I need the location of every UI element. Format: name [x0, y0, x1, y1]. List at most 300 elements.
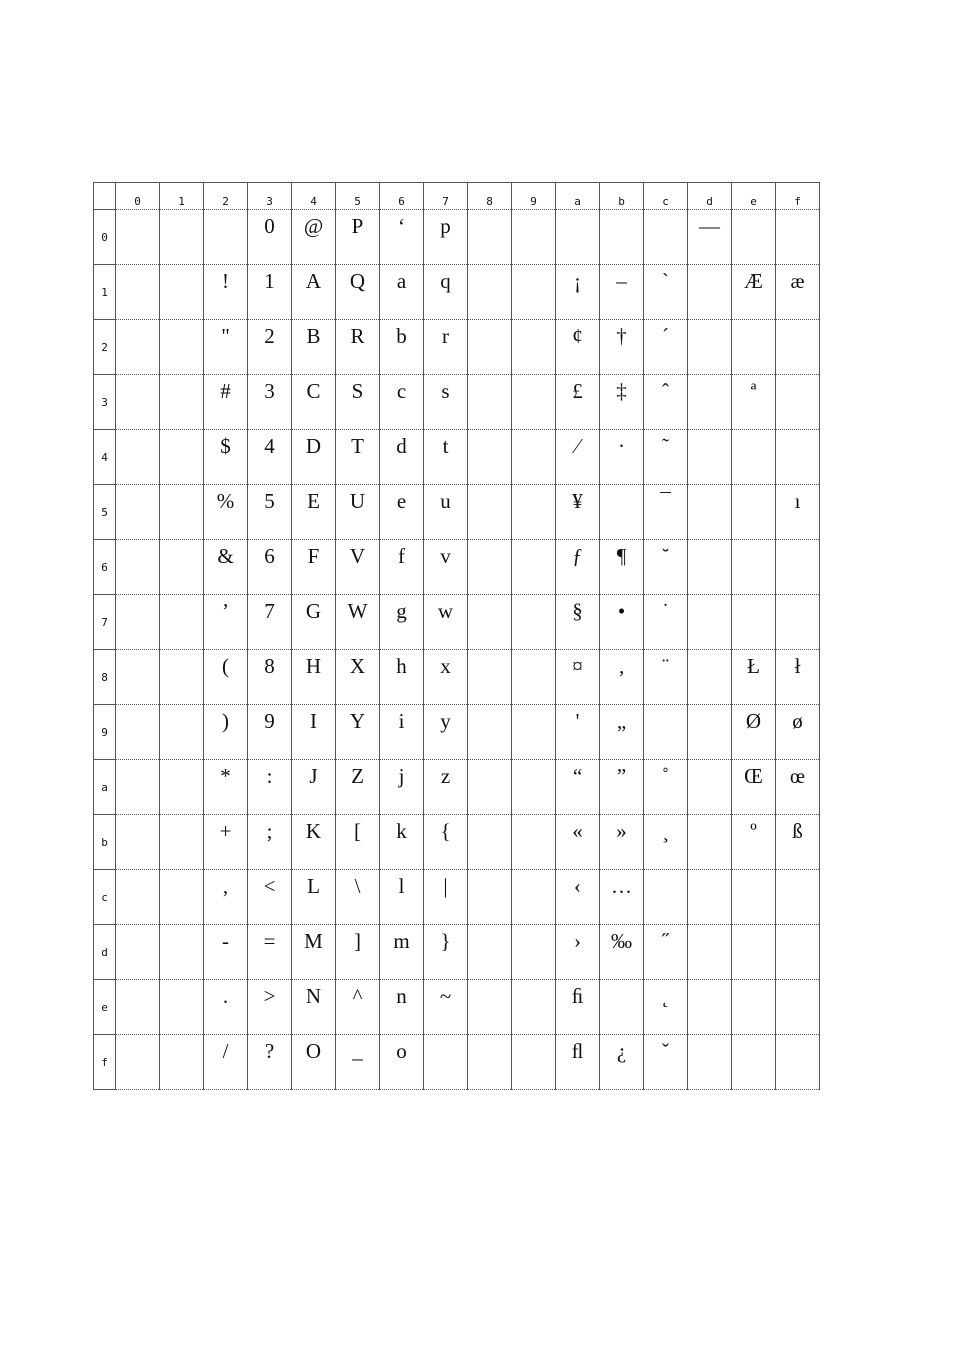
row-header: d: [94, 925, 116, 980]
column-header-0: 0: [116, 183, 160, 210]
column-header-e: e: [732, 183, 776, 210]
glyph-cell: ’: [204, 595, 248, 650]
glyph-cell: ¿: [600, 1035, 644, 1090]
glyph-cell: [512, 1035, 556, 1090]
glyph-cell: [512, 815, 556, 870]
glyph-cell: [160, 265, 204, 320]
glyph-cell: [732, 485, 776, 540]
glyph-cell: ¥: [556, 485, 600, 540]
glyph-cell: ): [204, 705, 248, 760]
glyph-cell: ⁄: [556, 430, 600, 485]
glyph-cell: e: [380, 485, 424, 540]
table-row: [94, 265, 820, 320]
glyph-cell: [688, 540, 732, 595]
glyph-cell: [512, 320, 556, 375]
glyph-cell: -: [204, 925, 248, 980]
glyph-cell: ?: [248, 1035, 292, 1090]
glyph-cell: \: [336, 870, 380, 925]
glyph-cell: ·: [600, 430, 644, 485]
glyph-cell: ¯: [644, 485, 688, 540]
glyph-cell: i: [380, 705, 424, 760]
glyph-cell: ł: [776, 650, 820, 705]
glyph-cell: T: [336, 430, 380, 485]
glyph-cell: 9: [248, 705, 292, 760]
glyph-cell: [776, 430, 820, 485]
glyph-cell: ˆ: [644, 375, 688, 430]
glyph-cell: [468, 1035, 512, 1090]
row-header: b: [94, 815, 116, 870]
glyph-cell: ª: [732, 375, 776, 430]
glyph-cell: ¸: [644, 815, 688, 870]
glyph-cell: (: [204, 650, 248, 705]
glyph-cell: [160, 430, 204, 485]
glyph-cell: 7: [248, 595, 292, 650]
glyph-cell: [468, 980, 512, 1035]
glyph-cell: ˇ: [644, 1035, 688, 1090]
column-header-1: 1: [160, 183, 204, 210]
column-header-a: a: [556, 183, 600, 210]
column-header-row: [94, 183, 820, 210]
column-header-c: c: [644, 183, 688, 210]
glyph-cell: ø: [776, 705, 820, 760]
glyph-cell: [424, 1035, 468, 1090]
glyph-cell: [688, 595, 732, 650]
glyph-cell: [688, 430, 732, 485]
glyph-cell: ı: [776, 485, 820, 540]
character-code-chart: [93, 182, 820, 1090]
glyph-cell: O: [292, 1035, 336, 1090]
glyph-cell: ¡: [556, 265, 600, 320]
glyph-cell: ‚: [600, 650, 644, 705]
glyph-cell: W: [336, 595, 380, 650]
glyph-cell: [512, 760, 556, 815]
glyph-cell: E: [292, 485, 336, 540]
glyph-cell: …: [600, 870, 644, 925]
glyph-cell: ‡: [600, 375, 644, 430]
glyph-cell: ƒ: [556, 540, 600, 595]
glyph-cell: —: [688, 210, 732, 265]
table-row: [94, 925, 820, 980]
glyph-cell: [468, 815, 512, 870]
glyph-cell: B: [292, 320, 336, 375]
glyph-cell: [688, 870, 732, 925]
glyph-cell: u: [424, 485, 468, 540]
glyph-cell: g: [380, 595, 424, 650]
glyph-cell: [688, 650, 732, 705]
table-row: [94, 760, 820, 815]
glyph-cell: [116, 1035, 160, 1090]
glyph-cell: [468, 210, 512, 265]
glyph-cell: ,: [204, 870, 248, 925]
glyph-cell: ¤: [556, 650, 600, 705]
glyph-cell: ‹: [556, 870, 600, 925]
glyph-cell: [512, 265, 556, 320]
glyph-cell: [468, 540, 512, 595]
row-header: 0: [94, 210, 116, 265]
corner-cell: [94, 183, 116, 210]
glyph-cell: –: [600, 265, 644, 320]
glyph-cell: [160, 650, 204, 705]
glyph-cell: [160, 760, 204, 815]
column-header-9: 9: [512, 183, 556, 210]
glyph-cell: [116, 980, 160, 1035]
glyph-cell: [644, 705, 688, 760]
glyph-cell: [512, 595, 556, 650]
column-header-f: f: [776, 183, 820, 210]
glyph-cell: A: [292, 265, 336, 320]
glyph-cell: _: [336, 1035, 380, 1090]
glyph-cell: [160, 540, 204, 595]
glyph-cell: §: [556, 595, 600, 650]
glyph-cell: >: [248, 980, 292, 1035]
row-header: 3: [94, 375, 116, 430]
glyph-cell: [160, 705, 204, 760]
glyph-cell: [160, 815, 204, 870]
glyph-cell: #: [204, 375, 248, 430]
table-row: [94, 870, 820, 925]
glyph-cell: [468, 870, 512, 925]
glyph-cell: [688, 925, 732, 980]
glyph-cell: ˙: [644, 595, 688, 650]
glyph-cell: ¨: [644, 650, 688, 705]
table-row: [94, 430, 820, 485]
glyph-cell: y: [424, 705, 468, 760]
glyph-cell: Ł: [732, 650, 776, 705]
glyph-cell: º: [732, 815, 776, 870]
column-header-5: 5: [336, 183, 380, 210]
glyph-cell: [776, 375, 820, 430]
glyph-cell: m: [380, 925, 424, 980]
glyph-cell: Œ: [732, 760, 776, 815]
glyph-cell: [116, 210, 160, 265]
glyph-cell: $: [204, 430, 248, 485]
glyph-cell: [688, 485, 732, 540]
row-header: f: [94, 1035, 116, 1090]
glyph-cell: [160, 870, 204, 925]
table-row: [94, 980, 820, 1035]
chart-header: [94, 183, 820, 210]
glyph-cell: [512, 485, 556, 540]
glyph-cell: “: [556, 760, 600, 815]
row-header: 6: [94, 540, 116, 595]
glyph-cell: ß: [776, 815, 820, 870]
glyph-cell: [160, 375, 204, 430]
glyph-cell: b: [380, 320, 424, 375]
glyph-cell: ˛: [644, 980, 688, 1035]
glyph-cell: ‘: [380, 210, 424, 265]
glyph-cell: [600, 210, 644, 265]
glyph-cell: [776, 870, 820, 925]
glyph-cell: [776, 980, 820, 1035]
row-header: 4: [94, 430, 116, 485]
glyph-cell: {: [424, 815, 468, 870]
glyph-cell: [116, 925, 160, 980]
glyph-cell: :: [248, 760, 292, 815]
glyph-cell: I: [292, 705, 336, 760]
glyph-cell: !: [204, 265, 248, 320]
glyph-cell: .: [204, 980, 248, 1035]
glyph-cell: [732, 595, 776, 650]
row-header: 7: [94, 595, 116, 650]
glyph-cell: M: [292, 925, 336, 980]
glyph-cell: h: [380, 650, 424, 705]
glyph-cell: |: [424, 870, 468, 925]
glyph-cell: [776, 925, 820, 980]
glyph-cell: U: [336, 485, 380, 540]
glyph-cell: [468, 705, 512, 760]
table-row: [94, 705, 820, 760]
glyph-cell: [732, 320, 776, 375]
glyph-cell: £: [556, 375, 600, 430]
table-row: [94, 210, 820, 265]
glyph-cell: z: [424, 760, 468, 815]
column-header-2: 2: [204, 183, 248, 210]
glyph-cell: ˜: [644, 430, 688, 485]
glyph-cell: c: [380, 375, 424, 430]
glyph-cell: [116, 485, 160, 540]
table-row: [94, 650, 820, 705]
glyph-cell: †: [600, 320, 644, 375]
glyph-cell: [776, 1035, 820, 1090]
glyph-cell: [468, 320, 512, 375]
glyph-cell: [512, 430, 556, 485]
glyph-cell: [776, 540, 820, 595]
glyph-cell: [512, 870, 556, 925]
glyph-cell: V: [336, 540, 380, 595]
glyph-cell: 8: [248, 650, 292, 705]
glyph-cell: ~: [424, 980, 468, 1035]
glyph-cell: [556, 210, 600, 265]
glyph-cell: [160, 980, 204, 1035]
glyph-cell: ¢: [556, 320, 600, 375]
glyph-cell: «: [556, 815, 600, 870]
glyph-cell: [116, 540, 160, 595]
glyph-cell: ;: [248, 815, 292, 870]
glyph-cell: R: [336, 320, 380, 375]
glyph-cell: s: [424, 375, 468, 430]
glyph-cell: *: [204, 760, 248, 815]
glyph-cell: <: [248, 870, 292, 925]
glyph-cell: %: [204, 485, 248, 540]
glyph-cell: }: [424, 925, 468, 980]
row-header: e: [94, 980, 116, 1035]
glyph-cell: q: [424, 265, 468, 320]
glyph-cell: [512, 210, 556, 265]
glyph-cell: 5: [248, 485, 292, 540]
glyph-cell: [160, 210, 204, 265]
glyph-cell: [688, 375, 732, 430]
glyph-cell: [160, 595, 204, 650]
glyph-cell: [644, 870, 688, 925]
glyph-cell: &: [204, 540, 248, 595]
table-row: [94, 1035, 820, 1090]
glyph-cell: C: [292, 375, 336, 430]
glyph-cell: [600, 980, 644, 1035]
glyph-cell: S: [336, 375, 380, 430]
glyph-cell: Æ: [732, 265, 776, 320]
glyph-cell: [468, 485, 512, 540]
glyph-cell: [732, 925, 776, 980]
glyph-cell: [732, 980, 776, 1035]
glyph-cell: ﬂ: [556, 1035, 600, 1090]
glyph-cell: [688, 705, 732, 760]
table-row: [94, 320, 820, 375]
glyph-cell: [732, 870, 776, 925]
glyph-cell: [204, 210, 248, 265]
glyph-cell: [688, 1035, 732, 1090]
glyph-cell: [512, 375, 556, 430]
glyph-cell: [688, 320, 732, 375]
glyph-cell: 3: [248, 375, 292, 430]
glyph-cell: [116, 650, 160, 705]
glyph-cell: ˚: [644, 760, 688, 815]
glyph-cell: ˝: [644, 925, 688, 980]
column-header-b: b: [600, 183, 644, 210]
glyph-cell: `: [644, 265, 688, 320]
glyph-cell: [160, 320, 204, 375]
glyph-cell: [732, 1035, 776, 1090]
glyph-cell: [468, 760, 512, 815]
glyph-cell: [468, 375, 512, 430]
glyph-cell: ”: [600, 760, 644, 815]
glyph-cell: „: [600, 705, 644, 760]
glyph-cell: 1: [248, 265, 292, 320]
glyph-cell: [468, 265, 512, 320]
glyph-cell: »: [600, 815, 644, 870]
glyph-cell: [116, 430, 160, 485]
glyph-cell: ': [556, 705, 600, 760]
glyph-cell: L: [292, 870, 336, 925]
glyph-cell: 4: [248, 430, 292, 485]
glyph-cell: æ: [776, 265, 820, 320]
row-header: a: [94, 760, 116, 815]
glyph-cell: [468, 650, 512, 705]
glyph-cell: G: [292, 595, 336, 650]
glyph-cell: 6: [248, 540, 292, 595]
glyph-cell: o: [380, 1035, 424, 1090]
glyph-cell: D: [292, 430, 336, 485]
glyph-cell: [776, 595, 820, 650]
glyph-cell: [116, 705, 160, 760]
glyph-cell: [688, 265, 732, 320]
glyph-cell: [116, 870, 160, 925]
glyph-cell: [644, 210, 688, 265]
glyph-cell: w: [424, 595, 468, 650]
glyph-cell: Q: [336, 265, 380, 320]
glyph-cell: k: [380, 815, 424, 870]
row-header: c: [94, 870, 116, 925]
table-row: [94, 595, 820, 650]
column-header-8: 8: [468, 183, 512, 210]
glyph-cell: ›: [556, 925, 600, 980]
glyph-cell: ´: [644, 320, 688, 375]
column-header-6: 6: [380, 183, 424, 210]
glyph-cell: [512, 650, 556, 705]
glyph-cell: v: [424, 540, 468, 595]
row-header: 5: [94, 485, 116, 540]
glyph-cell: /: [204, 1035, 248, 1090]
row-header: 9: [94, 705, 116, 760]
column-header-4: 4: [292, 183, 336, 210]
glyph-cell: n: [380, 980, 424, 1035]
glyph-cell: ˘: [644, 540, 688, 595]
glyph-cell: [688, 980, 732, 1035]
glyph-cell: ": [204, 320, 248, 375]
glyph-cell: œ: [776, 760, 820, 815]
column-header-d: d: [688, 183, 732, 210]
glyph-cell: [512, 540, 556, 595]
glyph-cell: [116, 320, 160, 375]
row-header: 8: [94, 650, 116, 705]
glyph-cell: [160, 925, 204, 980]
glyph-cell: [468, 595, 512, 650]
glyph-cell: x: [424, 650, 468, 705]
glyph-cell: ^: [336, 980, 380, 1035]
glyph-cell: [116, 760, 160, 815]
glyph-cell: @: [292, 210, 336, 265]
table-row: [94, 485, 820, 540]
glyph-cell: a: [380, 265, 424, 320]
glyph-cell: [: [336, 815, 380, 870]
glyph-cell: [116, 265, 160, 320]
glyph-cell: [688, 760, 732, 815]
glyph-cell: Y: [336, 705, 380, 760]
glyph-cell: t: [424, 430, 468, 485]
glyph-cell: ‰: [600, 925, 644, 980]
glyph-cell: [116, 595, 160, 650]
glyph-cell: r: [424, 320, 468, 375]
glyph-cell: [732, 430, 776, 485]
table-row: [94, 375, 820, 430]
glyph-cell: [776, 210, 820, 265]
glyph-cell: [688, 815, 732, 870]
column-header-7: 7: [424, 183, 468, 210]
column-header-3: 3: [248, 183, 292, 210]
glyph-cell: p: [424, 210, 468, 265]
glyph-cell: [776, 320, 820, 375]
glyph-cell: [732, 210, 776, 265]
glyph-cell: J: [292, 760, 336, 815]
glyph-cell: [512, 705, 556, 760]
glyph-cell: [116, 815, 160, 870]
glyph-cell: X: [336, 650, 380, 705]
glyph-cell: [512, 925, 556, 980]
glyph-cell: [468, 925, 512, 980]
glyph-cell: j: [380, 760, 424, 815]
row-header: 2: [94, 320, 116, 375]
glyph-cell: l: [380, 870, 424, 925]
glyph-cell: +: [204, 815, 248, 870]
glyph-cell: H: [292, 650, 336, 705]
glyph-cell: [512, 980, 556, 1035]
table-row: [94, 540, 820, 595]
glyph-cell: 2: [248, 320, 292, 375]
glyph-cell: ]: [336, 925, 380, 980]
glyph-cell: [116, 375, 160, 430]
glyph-cell: Ø: [732, 705, 776, 760]
glyph-cell: 0: [248, 210, 292, 265]
glyph-cell: P: [336, 210, 380, 265]
glyph-cell: =: [248, 925, 292, 980]
glyph-cell: Z: [336, 760, 380, 815]
glyph-cell: ¶: [600, 540, 644, 595]
row-header: 1: [94, 265, 116, 320]
glyph-cell: [468, 430, 512, 485]
table-row: [94, 815, 820, 870]
glyph-cell: K: [292, 815, 336, 870]
glyph-cell: •: [600, 595, 644, 650]
glyph-cell: [160, 1035, 204, 1090]
